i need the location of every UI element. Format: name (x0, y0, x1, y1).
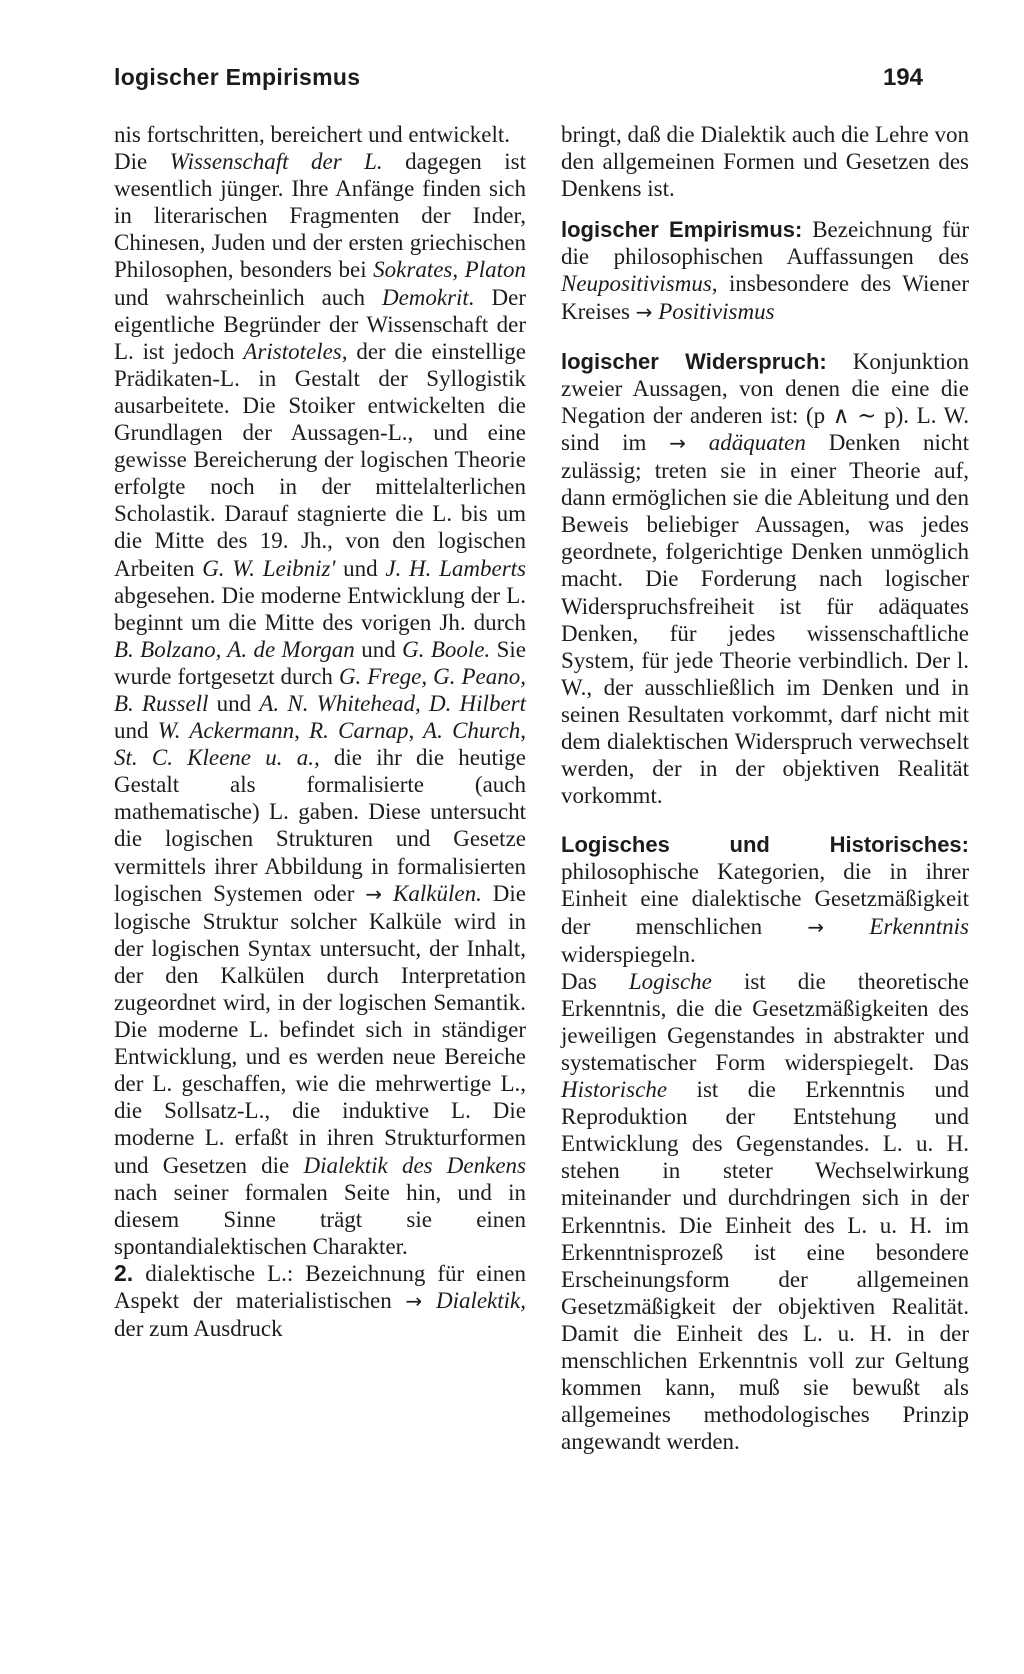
italic-name: G. Boole. (402, 636, 491, 662)
running-title: logischer Empirismus (114, 64, 361, 90)
text-span: abgesehen. Die moderne Entwicklung der L. beginnt um die Mitte des vorigen Jh. durch (114, 582, 526, 635)
continued-paragraph: bringt, daß die Dialektik auch die Lehre von den allgemeinen Formen und Gesetzen des Denkens ist. (561, 122, 969, 202)
text-span: der die einstellige Prädikaten-L. in Gestalt der Syllogistik ausarbeitete. Die Stoiker entwickelten die Grundlagen der Aussagen-L., und eine gewisse Bereicherung der logischen Theorie erfolgte noch in der mittelalterlichen Scholastik. Darauf stagnierte die L. bis um die Mitte des 19. Jh., von den logischen Arbeiten (114, 338, 527, 581)
text-span: der zum Ausdruck (114, 1316, 283, 1342)
italic-term: Historische (561, 1077, 668, 1103)
italic-term: Dialektik des Denkens (303, 1152, 526, 1178)
paragraph-wissenschaft (114, 148, 526, 1260)
italic-term: Wissenschaft der L. (169, 149, 383, 175)
cross-reference-link[interactable]: Erkenntnis (824, 913, 969, 939)
cross-reference-link[interactable]: adäquaten (685, 429, 806, 455)
italic-name: J. H. Lamberts (385, 555, 527, 581)
arrow-icon: → (807, 914, 825, 939)
text-span: und wahrscheinlich auch (114, 284, 382, 310)
arrow-icon: → (635, 299, 653, 324)
entry-headword: logischer Empirismus: (561, 217, 803, 243)
italic-name: G. W. Leibniz' (202, 555, 336, 581)
arrow-icon: → (365, 881, 383, 906)
text-span: Das (561, 968, 629, 994)
text-span: und (208, 690, 260, 716)
italic-name: A. N. Whitehead, D. Hilbert (259, 690, 527, 716)
paragraph-dialektische-l (114, 1260, 526, 1342)
text-span: die ihr die heutige Gestalt als formalisierte (auch mathematische) L. gaben. Diese untersucht die logischen Strukturen und Gesetze vermittels ihrer Abbildung in formalisierten logischen Systemen oder (114, 745, 526, 906)
entry-logisches-und-historisches (561, 831, 969, 967)
italic-name: B. Bolzano, A. de Morgan (114, 636, 355, 662)
cross-reference-link[interactable]: Kalkülen. (382, 880, 482, 906)
italic-name: W. Ackermann, R. Carnap, A. Church, St. C. Kleene u. a., (114, 718, 526, 771)
italic-name: Aristoteles, (243, 338, 348, 364)
text-span: und (335, 555, 386, 581)
italic-term: Logische (628, 968, 712, 994)
italic-name: G. Frege, G. Peano, B. Russell (114, 663, 526, 716)
text-span: ist die theoretische Erkenntnis, die die Gesetzmäßigkeiten des jeweiligen Gegenstandes in abstrakter und systematischer Form widerspiegelt. Das (561, 968, 969, 1075)
entry-headword: logischer Widerspruch: (561, 348, 827, 374)
text-span: Der eigentliche Begründer der Wissenschaft der L. ist jedoch (114, 284, 526, 364)
text-span: dialektische L.: Bezeichnung für einen Aspekt der materialistischen (114, 1260, 526, 1314)
sense-number: 2. (114, 1259, 134, 1286)
text-span: philosophische Kategorien, die in ihrer Einheit eine dialektische Gesetzmäßigkeit der menschlichen (561, 859, 969, 939)
text-span: Die (114, 149, 170, 175)
italic-name: Demokrit. (381, 284, 475, 310)
entry-headword: Logisches und Historisches: (561, 832, 969, 858)
left-column (114, 121, 526, 1342)
continued-paragraph: nis fortschritten, bereichert und entwickelt. (114, 122, 510, 147)
cross-reference-link[interactable]: Positivismus (652, 298, 775, 324)
arrow-icon: → (405, 1289, 423, 1314)
text-span: Die logische Struktur solcher Kalküle wird in der logischen Syntax untersucht, der Inhalt, der den Kalkülen durch Interpretation zugeordnet wird, in der logischen Semantik. Die moderne L. befindet sich in ständiger Entwicklung, und es werden neue Bereiche der L. geschaffen, wie die mehrwertige L., die Sollsatz-L., die induktive L. Die moderne L. erfaßt in ihren Strukturformen und Gesetzen die (114, 880, 526, 1178)
text-span: und (354, 636, 403, 662)
text-span: Bezeichnung für die philosophischen Auffassungen des (561, 217, 969, 270)
paragraph-logische-historische (561, 968, 969, 1456)
text-span: Sie wurde fortgesetzt durch (114, 636, 526, 689)
text-span: ist die Erkenntnis und Reproduktion der Entstehung und Entwicklung des Gegenstandes. L. u. H. stehen in steter Wechselwirkung miteinander und durchdringen sich in der Erkenntnis. Die Einheit des L. u. H. im Erkenntnisprozeß ist eine besondere Erscheinungsform der allgemeinen Gesetzmäßigkeit der objektiven Realität. Damit die Einheit des L. u. H. in der menschlichen Erkenntnis voll zur Geltung kommen kann, muß sie bewußt als allgemeines methodologisches Prinzip angewandt werden. (561, 1077, 969, 1455)
text-span: Konjunktion zweier Aussagen, von denen die eine die Negation der anderen ist: (p ∧ ∼ p). L. W. sind im (561, 348, 970, 455)
right-column (561, 121, 969, 1455)
italic-name: Sokrates, Platon (373, 257, 526, 283)
cross-reference-link[interactable]: Dialektik, (422, 1288, 526, 1314)
text-span: widerspiegeln. (561, 941, 696, 967)
text-span: nach seiner formalen Seite hin, und in diesem Sinne trägt sie einen spontandialektischen Charakter. (114, 1179, 526, 1259)
arrow-icon: → (669, 430, 686, 455)
text-span: Denken nicht zulässig; treten sie in einer Theorie auf, dann ermöglichen sie die Ableitung und den Beweis beliebiger Aussagen, was jedes geordnete, folgerichtige Denken unmöglich macht. Die Forderung nach logischer Widerspruchsfreiheit ist für adäquates Denken, für jedes wissenschaftliche System, für jede Theorie verbindlich. Der l. W., der ausschließlich im Denken und in seinen Resultaten vorkommt, darf nicht mit dem dialektischen Widerspruch verwechselt werden, der in der objektiven Realität vorkommt. (561, 429, 969, 809)
text-span: und (114, 718, 158, 744)
text-span: insbesondere des Wiener Kreises (561, 271, 969, 324)
entry-logischer-empirismus (561, 216, 969, 325)
italic-term: Neupositivismus, (561, 271, 718, 297)
entry-logischer-widerspruch (561, 348, 969, 810)
text-span: dagegen ist wesentlich jünger. Ihre Anfänge finden sich in literarischen Fragmenten der Inder, Chinesen, Juden und der ersten griechischen Philosophen, besonders bei (114, 149, 527, 283)
page-number: 194 (882, 64, 923, 91)
